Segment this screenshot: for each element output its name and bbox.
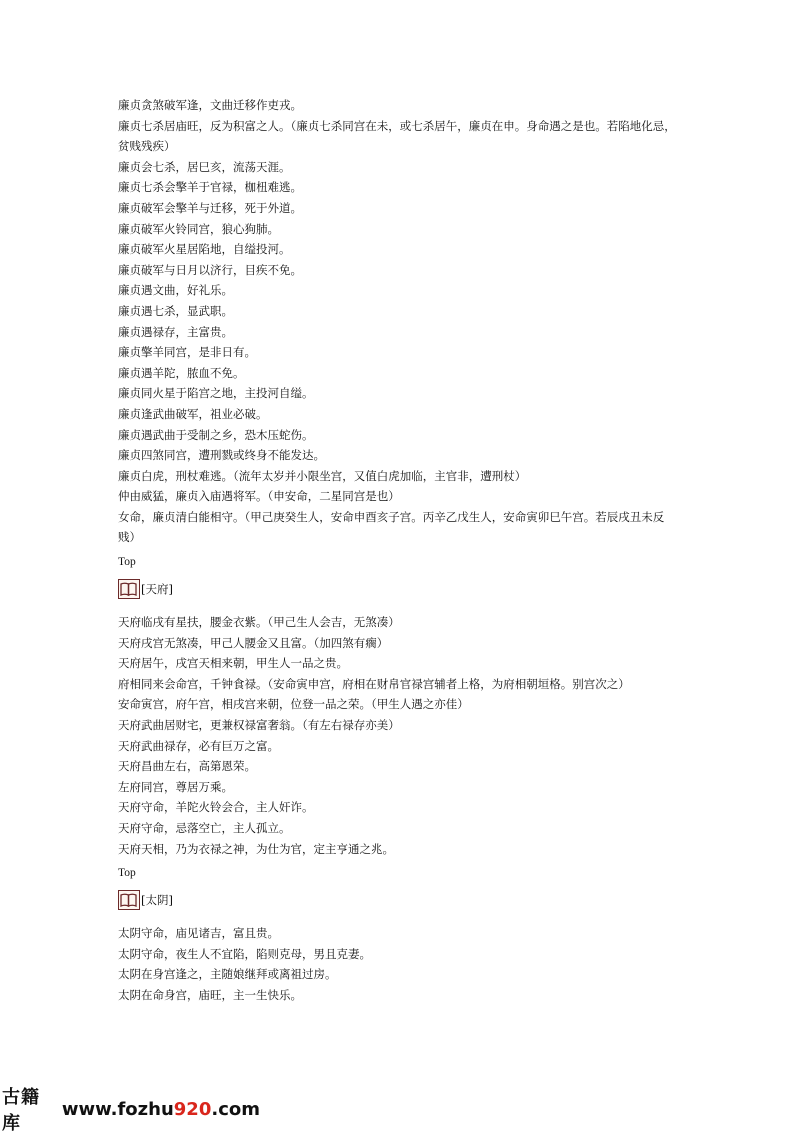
section-heading [118, 887, 678, 913]
text-line: 天府戌宫无煞凑，甲己人腰金又且富。（加四煞有瘸） [118, 635, 389, 650]
text-line: 廉贞四煞同宫，遭刑戮或终身不能发达。 [118, 448, 325, 463]
text-line: 左府同宫，尊居万乘。 [118, 779, 233, 794]
text-line: 天府武曲居财宅，更兼权禄富奢翁。（有左右禄存亦美） [118, 718, 400, 733]
text-line: 廉贞逢武曲破军，祖业必破。 [118, 406, 268, 421]
text-line: 太阴守命，夜生人不宜陷，陷则克母，男且克妻。 [118, 946, 371, 961]
text-line: 女命，廉贞清白能相守。（甲己庚癸生人，安命申酉亥子宫。丙辛乙戊生人，安命寅卯巳午宫。若辰戌丑未反贱） [118, 509, 665, 545]
text-line: 廉贞破军火星居陷地，自缢投河。 [118, 242, 291, 257]
text-line: 廉贞会七杀，居巳亥，流荡天涯。 [118, 159, 291, 174]
footer-url-prefix: www.fozhu [61, 1098, 174, 1120]
section-heading [118, 576, 678, 602]
text-line: 天府守命，忌落空亡，主人孤立。 [118, 821, 291, 835]
text-line: 廉贞七杀居庙旺，反为积富之人。（廉贞七杀同宫在未，或七杀居午，廉贞在申。身命遇之是也。若陷地化忌，贫贱残疾） [118, 118, 676, 154]
text-line: 廉贞遇武曲于受制之乡，恐木压蛇伤。 [118, 427, 314, 442]
text-line: 廉贞擎羊同宫，是非日有。 [118, 345, 256, 360]
text-line: 廉贞破军与日月以济行，目疾不免。 [118, 262, 302, 277]
text-line: 太阴守命，庙见诸吉，富且贵。 [118, 926, 279, 941]
text-line: 府相同来会命宫，千钟食禄。（安命寅申宫，府相在财帛官禄宫辅者上格，为府相朝垣格。别宫次之） [118, 676, 630, 691]
footer-url [62, 1099, 260, 1120]
top-link[interactable]: Top [118, 556, 136, 569]
text-line: 廉贞遇七杀，显武职。 [118, 303, 233, 318]
footer-watermark [0, 1087, 260, 1134]
text-line: 天府居午，戌宫天相来朝，甲生人一品之贵。 [118, 656, 348, 671]
text-line: 廉贞同火星于陷宫之地，主投河自缢。 [118, 386, 314, 401]
text-line: 廉贞七杀会擎羊于官禄，枷杻难逃。 [118, 180, 302, 195]
book-icon [118, 579, 140, 599]
text-line: 天府天相，乃为衣禄之神，为仕为官，定主亨通之兆。 [118, 841, 394, 856]
text-line: 天府临戌有星扶，腰金衣紫。（甲己生人会吉，无煞凑） [118, 615, 400, 630]
text-line: 廉贞贪煞破军逢，文曲迁移作吏戎。 [118, 98, 302, 112]
text-line: 天府昌曲左右，高第恩荣。 [118, 759, 256, 774]
text-line: 廉贞破军火铃同宫，狼心狗肺。 [118, 221, 279, 236]
section-heading-label: [天府] [141, 582, 173, 597]
text-line: 廉贞白虎，刑杖难逃。（流年太岁并小限坐宫，又值白虎加临，主官非，遭刑杖） [118, 468, 527, 483]
footer-brand: 古籍库 [2, 1087, 40, 1134]
text-line: 廉贞遇文曲，好礼乐。 [118, 283, 233, 298]
text-line: 廉贞遇禄存，主富贵。 [118, 324, 233, 339]
text-line: 天府守命，羊陀火铃会合，主人奸诈。 [118, 800, 314, 815]
text-line: 仲由威猛，廉贞入庙遇将军。（申安命，二星同宫是也） [118, 489, 400, 504]
book-icon [118, 890, 140, 910]
text-line: 安命寅宫，府午宫，相戌宫来朝，位登一品之荣。（甲生人遇之亦佳） [118, 697, 469, 712]
section-tianfu [118, 576, 678, 883]
section-lianzhen [118, 95, 678, 572]
top-link[interactable]: Top [118, 867, 136, 880]
footer-url-suffix: .com [211, 1098, 260, 1120]
section-heading-label: [太阴] [141, 893, 173, 908]
section-taiyin [118, 887, 678, 1005]
footer-url-number: 920 [173, 1098, 212, 1120]
text-line: 廉贞破军会擎羊与迁移，死于外道。 [118, 200, 302, 215]
text-line: 天府武曲禄存，必有巨万之富。 [118, 738, 279, 753]
text-line: 廉贞遇羊陀，脓血不免。 [118, 365, 245, 380]
text-line: 太阴在命身宫，庙旺，主一生快乐。 [118, 987, 302, 1002]
text-line: 太阴在身宫逢之，主随娘继拜或离祖过房。 [118, 967, 337, 982]
page-content [118, 95, 678, 1006]
